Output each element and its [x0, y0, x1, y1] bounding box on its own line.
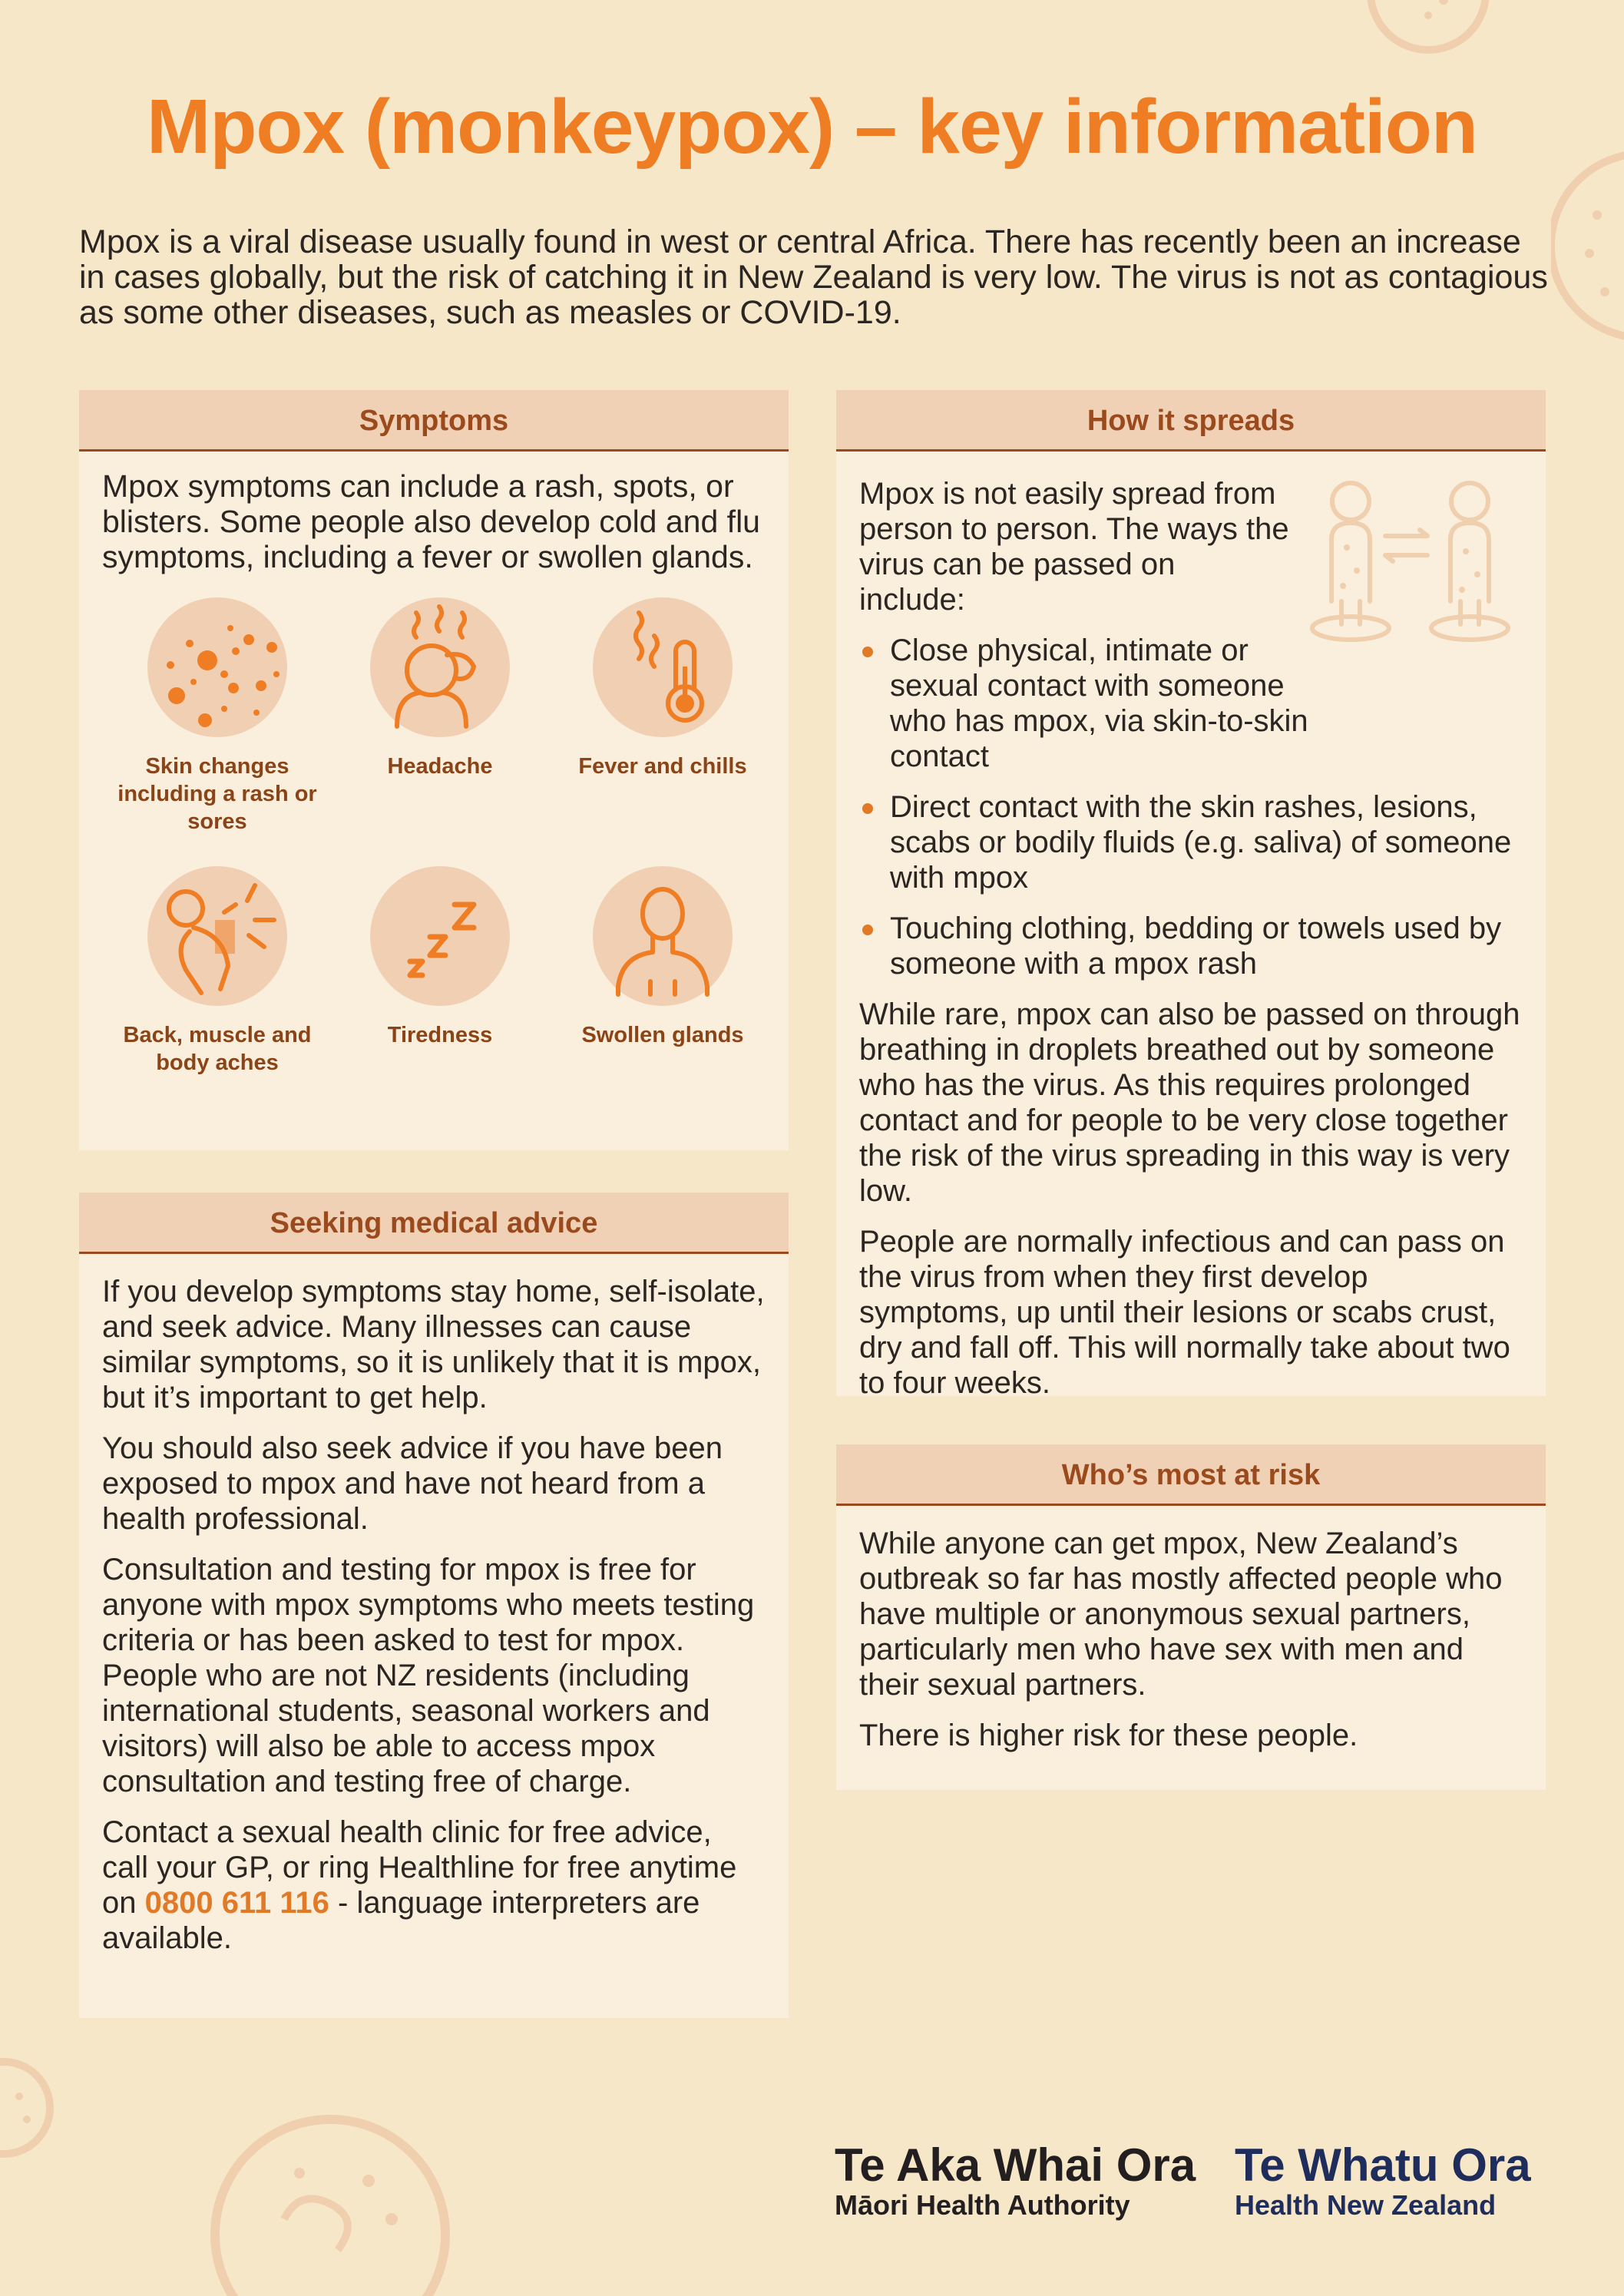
virus-decoration-icon: [0, 2043, 61, 2173]
symptom-skin: [102, 597, 332, 835]
contact-text-end: - language interpreters are available.: [102, 1886, 700, 1955]
skin-rash-icon: [147, 597, 287, 737]
spreads-card: [836, 390, 1546, 1400]
logo-subtitle: Māori Health Authority: [835, 2189, 1130, 2221]
logo-title: Te Aka Whai Ora: [835, 2139, 1196, 2191]
spreads-intro: Mpox is not easily spread from person to person. The ways the virus can be passed on include:: [859, 477, 1289, 617]
symptom-tiredness: [325, 866, 555, 1049]
spreads-p3: People are normally infectious and can pass on the virus from when they first develop symptoms, up until their lesions or scabs crust, dry and fall off. This will normally take about two to four weeks.: [859, 1225, 1510, 1400]
logo-subtitle: Health New Zealand: [1235, 2189, 1497, 2221]
risk-heading: Who’s most at risk: [836, 1444, 1546, 1506]
medical-advice-card: [79, 1193, 789, 2018]
risk-p1: While anyone can get mpox, New Zealand’s outbreak so far has mostly affected people who have multiple or anonymous sexual partners, particularly men who have sex with men and their sexual partners.: [859, 1527, 1503, 1702]
headache-icon: [370, 597, 510, 737]
symptom-label: Back, muscle and body aches: [123, 1023, 312, 1075]
list-item: Touching clothing, bedding or towels used by someone with a mpox rash: [859, 911, 1523, 981]
symptom-fever: [547, 597, 778, 780]
list-item: Direct contact with the skin rashes, lesions, scabs or bodily fluids (e.g. saliva) of someone with mpox: [859, 789, 1523, 895]
te-whatu-ora-logo: [1235, 2141, 1531, 2221]
medical-advice-p3: Consultation and testing for mpox is free for anyone with mpox symptoms who meets testing criteria or has been asked to test for mpox. People who are not NZ residents (including international students, seasonal workers and visitors) will also be able to access mpox consultation and testing free of charge.: [102, 1553, 755, 1798]
risk-card: [836, 1444, 1546, 1790]
intro-paragraph: Mpox is a viral disease usually found in west or central Africa. There has recently been an increase in cases globally, but the risk of catching it in New Zealand is very low. The virus is not as contagious as some other diseases, such as measles or COVID-19.: [79, 223, 1548, 331]
virus-decoration-icon: [200, 2089, 461, 2296]
healthline-phone[interactable]: 0800 611 116: [144, 1886, 329, 1920]
spreads-p2: While rare, mpox can also be passed on through breathing in droplets breathed out by someone who has the virus. As this requires prolonged contact and for people to be very close together the risk of the virus spreading in this way is very low.: [859, 997, 1520, 1208]
logo-title: Te Whatu Ora: [1235, 2139, 1531, 2191]
virus-decoration-icon: [1344, 0, 1513, 61]
medical-advice-p4: [102, 1815, 766, 1956]
risk-p2: There is higher risk for these people.: [859, 1719, 1358, 1752]
symptom-label: Tiredness: [387, 1023, 493, 1047]
sleep-icon: [370, 866, 510, 1006]
symptoms-heading: Symptoms: [79, 390, 789, 452]
spreads-heading: How it spreads: [836, 390, 1546, 452]
symptoms-text: Mpox symptoms can include a rash, spots, or blisters. Some people also develop cold and flu symptoms, including a fever or swollen glands.: [102, 468, 760, 574]
list-item: Close physical, intimate or sexual contact with someone who has mpox, via skin-to-skin contact: [859, 633, 1523, 774]
symptom-icon-grid: [102, 590, 766, 1089]
symptom-label: Skin changes including a rash or sores: [117, 754, 317, 834]
spread-ways-list: [859, 633, 1523, 981]
symptom-aches: [102, 866, 332, 1077]
thermometer-icon: [593, 597, 733, 737]
symptoms-card: [79, 390, 789, 1150]
back-pain-icon: [147, 866, 287, 1006]
symptom-label: Fever and chills: [578, 754, 747, 779]
symptom-label: Headache: [387, 754, 493, 779]
medical-advice-p1: If you develop symptoms stay home, self-isolate, and seek advice. Many illnesses can cause similar symptoms, so it is unlikely that it is mpox, but it’s important to get help.: [102, 1275, 765, 1414]
page-title: Mpox (monkeypox) – key information: [147, 84, 1477, 170]
symptom-swollen-glands: [547, 866, 778, 1049]
contact-text: Contact a sexual health clinic for free advice, call your GP, or ring Healthline for free anytime on: [102, 1815, 737, 1920]
medical-advice-heading: Seeking medical advice: [79, 1193, 789, 1254]
medical-advice-p2: You should also seek advice if you have been exposed to mpox and have not heard from a health professional.: [102, 1431, 723, 1536]
swollen-glands-icon: [593, 866, 733, 1006]
symptom-headache: [325, 597, 555, 780]
person-to-person-icon: [1305, 471, 1527, 655]
symptom-label: Swollen glands: [581, 1023, 744, 1047]
te-aka-whai-ora-logo: [835, 2141, 1196, 2221]
